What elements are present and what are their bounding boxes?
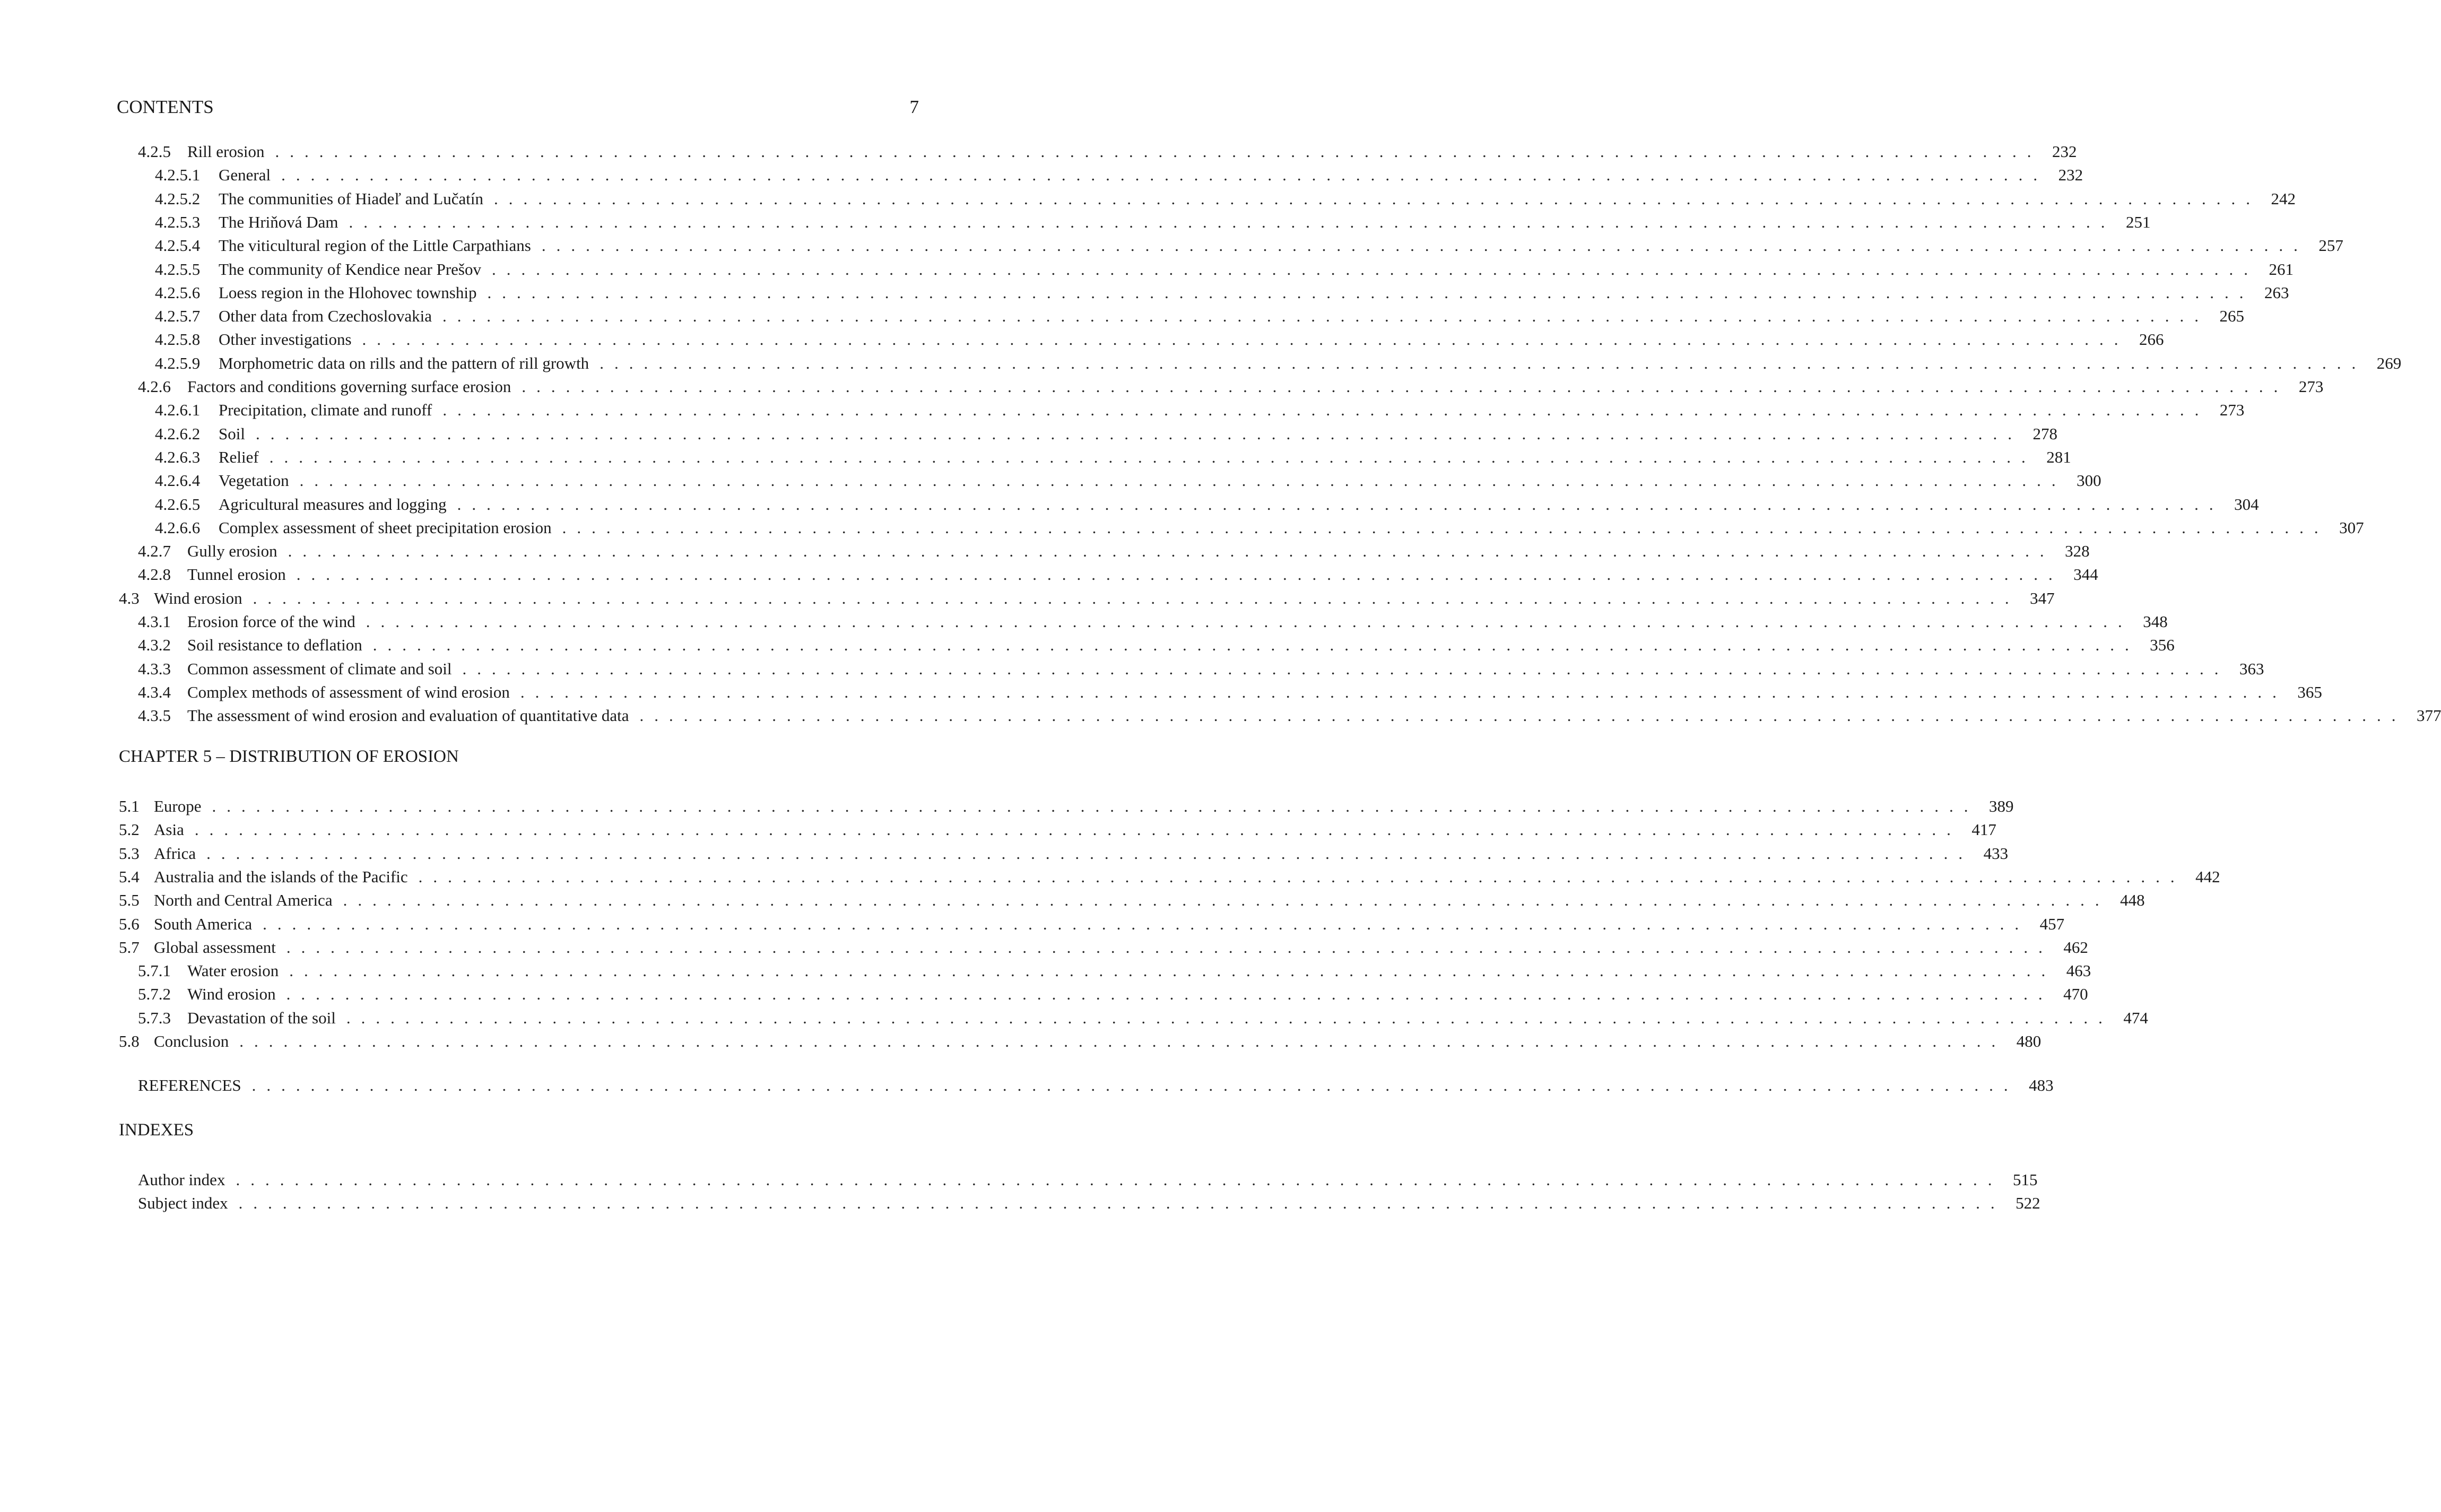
toc-entry-number: 4.2.8 xyxy=(138,565,171,584)
toc-entry-title: South America xyxy=(154,915,253,933)
toc-entry xyxy=(138,374,2324,397)
toc-entry-page: 417 xyxy=(1971,820,1996,839)
toc-entry-title: Other investigations xyxy=(219,330,352,349)
toc-entry-number: 4.3 xyxy=(119,589,140,607)
toc-entry-number: 5.7.1 xyxy=(138,961,171,980)
toc-entry xyxy=(155,515,2364,538)
toc-entry xyxy=(138,680,2322,703)
toc-entry xyxy=(138,609,2168,632)
toc-entry-page: 347 xyxy=(2030,589,2055,607)
toc-entry-page: 483 xyxy=(2029,1076,2054,1094)
toc-entry-page: 463 xyxy=(2066,961,2091,980)
toc-entry-title: Complex assessment of sheet precipitation erosion xyxy=(219,518,552,537)
toc-entry-page: 304 xyxy=(2234,495,2259,514)
dot-leader: ........................................................................................................................ xyxy=(251,1076,2019,1094)
toc-entry-page: 365 xyxy=(2297,683,2322,701)
toc-entry-title: Rill erosion xyxy=(187,142,265,161)
dot-leader: ........................................................................................................................ xyxy=(239,1032,2006,1050)
dot-leader: ........................................................................................................................ xyxy=(275,142,2042,161)
toc-entry-number: 5.6 xyxy=(119,915,140,933)
toc-entry-number: 4.2.6 xyxy=(138,377,171,396)
toc-entry-number: 4.2.6.5 xyxy=(155,495,201,514)
toc-entry-title: Precipitation, climate and runoff xyxy=(219,401,432,419)
toc-entry xyxy=(138,1005,2148,1029)
toc-entry-page: 363 xyxy=(2239,659,2264,678)
toc-entry-title: Devastation of the soil xyxy=(187,1009,336,1027)
toc-entry-page: 448 xyxy=(2120,891,2145,909)
dot-leader: ........................................................................................................................ xyxy=(206,844,1974,863)
toc-entry xyxy=(155,421,2057,445)
dot-leader: ........................................................................................................................ xyxy=(286,938,2053,957)
toc-entry-page: 251 xyxy=(2126,213,2151,231)
dot-leader: ........................................................................................................................ xyxy=(263,915,2030,933)
toc-entry xyxy=(138,703,2441,726)
dot-leader: ........................................................................................................................ xyxy=(343,891,2110,909)
toc-entry xyxy=(155,397,2245,421)
toc-entry-page: 263 xyxy=(2264,283,2289,302)
toc-entry-page: 522 xyxy=(2016,1194,2040,1212)
toc-entry-number: 5.8 xyxy=(119,1032,140,1050)
toc-entry-number: 5.7.2 xyxy=(138,985,171,1003)
toc-entry-title: Global assessment xyxy=(154,938,276,957)
toc-entry xyxy=(138,1167,2038,1191)
toc-entry-title: Morphometric data on rills and the pattern of rill growth xyxy=(219,354,589,372)
toc-entry-number: 5.4 xyxy=(119,867,140,886)
dot-leader: ........................................................................................................................ xyxy=(366,612,2133,631)
toc-entry xyxy=(138,562,2098,585)
dot-leader: ........................................................................................................................ xyxy=(255,424,2022,443)
dot-leader: ........................................................................................................................ xyxy=(487,283,2254,302)
toc-entry-number: 5.7.3 xyxy=(138,1009,171,1027)
dot-leader: ........................................................................................................................ xyxy=(492,260,2258,279)
dot-leader: ........................................................................................................................ xyxy=(522,377,2289,396)
dot-leader: ........................................................................................................................ xyxy=(600,354,2367,372)
toc-entry-page: 278 xyxy=(2032,424,2057,443)
dot-leader: ........................................................................................................................ xyxy=(541,236,2308,255)
toc-entry xyxy=(138,981,2088,1005)
toc-entry-number: 4.2.5.8 xyxy=(155,330,201,349)
toc-entry-page: 328 xyxy=(2065,542,2090,560)
toc-entry xyxy=(138,1073,2054,1096)
toc-entry xyxy=(119,888,2145,911)
dot-leader: ........................................................................................................................ xyxy=(442,307,2209,325)
toc-entry-number: 4.2.6.6 xyxy=(155,518,201,537)
dot-leader: ........................................................................................................................ xyxy=(639,706,2407,725)
toc-entry-title: Other data from Czechoslovakia xyxy=(219,307,432,325)
toc-entry xyxy=(155,210,2151,233)
toc-entry-number: 4.3.5 xyxy=(138,706,171,725)
toc-entry-title: Soil resistance to deflation xyxy=(187,636,362,654)
dot-leader: ........................................................................................................................ xyxy=(286,985,2053,1003)
toc-entry-number: 4.2.5.4 xyxy=(155,236,201,255)
toc-entry-page: 480 xyxy=(2016,1032,2042,1050)
toc-entry-number: 4.2.6.4 xyxy=(155,471,201,490)
toc-entry-number: 4.3.4 xyxy=(138,683,171,701)
toc-entry-title: Subject index xyxy=(138,1194,228,1212)
toc-entry-page: 273 xyxy=(2219,401,2245,419)
toc-entry-title: Agricultural measures and logging xyxy=(219,495,447,514)
toc-entry-number: 4.2.5.3 xyxy=(155,213,201,231)
toc-entry-title: General xyxy=(219,166,271,184)
dot-leader: ........................................................................................................................ xyxy=(288,542,2055,560)
toc-entry-page: 462 xyxy=(2063,938,2088,957)
toc-entry xyxy=(119,817,1996,840)
toc-entry-title: Water erosion xyxy=(187,961,279,980)
dot-leader: ........................................................................................................................ xyxy=(493,189,2261,208)
dot-leader: ........................................................................................................................ xyxy=(346,1009,2113,1027)
toc-entry-number: 4.2.6.3 xyxy=(155,448,201,466)
dot-leader: ........................................................................................................................ xyxy=(349,213,2116,231)
toc-entry-page: 344 xyxy=(2073,565,2098,584)
dot-leader: ........................................................................................................................ xyxy=(289,961,2056,980)
toc-entry-page: 300 xyxy=(2077,471,2101,490)
toc-entry-title: Tunnel erosion xyxy=(187,565,286,584)
toc-entry-page: 515 xyxy=(2012,1170,2038,1189)
toc-entry-title: Africa xyxy=(154,844,196,863)
toc-entry-title: Common assessment of climate and soil xyxy=(187,659,452,678)
toc-entry-number: 4.2.5.7 xyxy=(155,307,201,325)
toc-entry xyxy=(119,1029,2042,1052)
toc-entry-title: Complex methods of assessment of wind erosion xyxy=(187,683,510,701)
toc-entry xyxy=(119,586,2055,609)
dot-leader: ........................................................................................................................ xyxy=(269,448,2036,466)
toc-entry-page: 307 xyxy=(2339,518,2364,537)
toc-entry-title: Asia xyxy=(154,820,184,839)
dot-leader: ........................................................................................................................ xyxy=(253,589,2020,607)
toc-entry xyxy=(155,186,2296,210)
toc-entry-title: Australia and the islands of the Pacific xyxy=(154,867,408,886)
dot-leader: ........................................................................................................................ xyxy=(362,330,2129,349)
dot-leader: ........................................................................................................................ xyxy=(236,1170,2003,1189)
toc-entry-page: 265 xyxy=(2219,307,2244,325)
dot-leader: ........................................................................................................................ xyxy=(372,636,2140,654)
toc-entry xyxy=(155,303,2244,327)
toc-entry xyxy=(155,468,2101,491)
indexes-heading: INDEXES xyxy=(119,1120,194,1140)
dot-leader: ........................................................................................................................ xyxy=(299,471,2066,490)
toc-entry xyxy=(155,327,2164,350)
toc-entry-title: Soil xyxy=(219,424,245,443)
toc-entry-number: 4.3.3 xyxy=(138,659,171,678)
toc-entry-page: 232 xyxy=(2058,166,2083,184)
toc-entry-title: Loess region in the Hlohovec township xyxy=(219,283,477,302)
toc-entry-page: 232 xyxy=(2052,142,2077,161)
toc-entry-number: 4.2.5.5 xyxy=(155,260,201,279)
dot-leader: ........................................................................................................................ xyxy=(462,659,2229,678)
dot-leader: ........................................................................................................................ xyxy=(238,1194,2005,1212)
toc-entry-title: The community of Kendice near Prešov xyxy=(219,260,481,279)
toc-entry-page: 261 xyxy=(2269,260,2294,279)
toc-entry xyxy=(119,841,2009,864)
toc-entry xyxy=(155,445,2071,468)
toc-entry-title: The viticultural region of the Little Carpathians xyxy=(219,236,531,255)
toc-entry-page: 266 xyxy=(2139,330,2164,349)
toc-entry-number: 4.2.6.2 xyxy=(155,424,201,443)
dot-leader: ........................................................................................................................ xyxy=(520,683,2287,701)
toc-entry-title: The assessment of wind erosion and evaluation of quantitative data xyxy=(187,706,629,725)
toc-entry-title: Gully erosion xyxy=(187,542,277,560)
toc-entry-number: 5.2 xyxy=(119,820,140,839)
dot-leader: ........................................................................................................................ xyxy=(281,166,2048,184)
toc-entry xyxy=(155,233,2343,256)
toc-entry xyxy=(155,351,2402,374)
toc-entry-title: Erosion force of the wind xyxy=(187,612,355,631)
page-header xyxy=(117,97,919,118)
toc-entry-page: 470 xyxy=(2063,985,2088,1003)
toc-entry-page: 377 xyxy=(2416,706,2441,725)
toc-entry-title: Wind erosion xyxy=(187,985,276,1003)
toc-entry-title: Author index xyxy=(138,1170,225,1189)
toc-entry-title: Factors and conditions governing surface erosion xyxy=(187,377,511,396)
toc-entry xyxy=(119,794,2014,817)
toc-entry-page: 474 xyxy=(2123,1009,2148,1027)
toc-entry-number: 4.3.2 xyxy=(138,636,171,654)
toc-entry-title: The communities of Hiadeľ and Lučatín xyxy=(219,189,483,208)
toc-entry-number: 5.1 xyxy=(119,797,140,815)
toc-entry-title: REFERENCES xyxy=(138,1076,241,1094)
dot-leader: ........................................................................................................................ xyxy=(442,401,2210,419)
toc-entry-title: Relief xyxy=(219,448,259,466)
dot-leader: ........................................................................................................................ xyxy=(296,565,2063,584)
toc-entry-title: The Hriňová Dam xyxy=(219,213,338,231)
page-title: CONTENTS xyxy=(117,97,214,117)
toc-entry-page: 273 xyxy=(2298,377,2324,396)
toc-entry-number: 5.5 xyxy=(119,891,140,909)
dot-leader: ........................................................................................................................ xyxy=(212,797,1979,815)
toc-entry-number: 4.2.5.2 xyxy=(155,189,201,208)
toc-entry xyxy=(138,656,2264,680)
dot-leader: ........................................................................................................................ xyxy=(457,495,2224,514)
toc-entry-number: 4.2.5.1 xyxy=(155,166,201,184)
toc-entry-page: 433 xyxy=(1983,844,2009,863)
toc-entry-page: 389 xyxy=(1989,797,2014,815)
toc-entry xyxy=(138,538,2090,562)
toc-entry-title: Europe xyxy=(154,797,202,815)
toc-entry-number: 4.2.5.6 xyxy=(155,283,201,302)
toc-entry-page: 269 xyxy=(2376,354,2402,372)
toc-entry xyxy=(119,911,2065,935)
toc-entry-number: 4.2.5 xyxy=(138,142,171,161)
dot-leader: ........................................................................................................................ xyxy=(194,820,1961,839)
toc-entry xyxy=(119,935,2088,958)
toc-entry-number: 4.3.1 xyxy=(138,612,171,631)
toc-entry-page: 257 xyxy=(2318,236,2343,255)
toc-entry xyxy=(138,1191,2040,1214)
toc-entry xyxy=(155,492,2259,515)
toc-entry-title: Vegetation xyxy=(219,471,289,490)
toc-entry xyxy=(155,280,2289,303)
toc-entry-number: 5.7 xyxy=(119,938,140,957)
toc-entry xyxy=(155,257,2294,280)
toc-entry-page: 281 xyxy=(2046,448,2071,466)
toc-entry xyxy=(119,864,2220,888)
chapter-5-heading: CHAPTER 5 – DISTRIBUTION OF EROSION xyxy=(119,747,459,766)
toc-entry-page: 348 xyxy=(2143,612,2168,631)
toc-entry-page: 242 xyxy=(2271,189,2296,208)
toc-entry-page: 442 xyxy=(2195,867,2220,886)
dot-leader: ........................................................................................................................ xyxy=(418,867,2185,886)
toc-entry xyxy=(138,139,2077,162)
toc-entry-title: Wind erosion xyxy=(154,589,242,607)
page-number: 7 xyxy=(909,97,919,117)
toc-entry xyxy=(138,632,2175,656)
toc-entry-title: North and Central America xyxy=(154,891,333,909)
toc-entry-title: Conclusion xyxy=(154,1032,229,1050)
toc-entry-number: 4.2.5.9 xyxy=(155,354,201,372)
toc-entry xyxy=(155,162,2083,186)
toc-entry-page: 356 xyxy=(2150,636,2175,654)
toc-entry-number: 4.2.7 xyxy=(138,542,171,560)
toc-entry-page: 457 xyxy=(2039,915,2065,933)
toc-entry xyxy=(138,958,2091,981)
toc-entry-number: 5.3 xyxy=(119,844,140,863)
toc-entry-number: 4.2.6.1 xyxy=(155,401,201,419)
dot-leader: ........................................................................................................................ xyxy=(562,518,2329,537)
